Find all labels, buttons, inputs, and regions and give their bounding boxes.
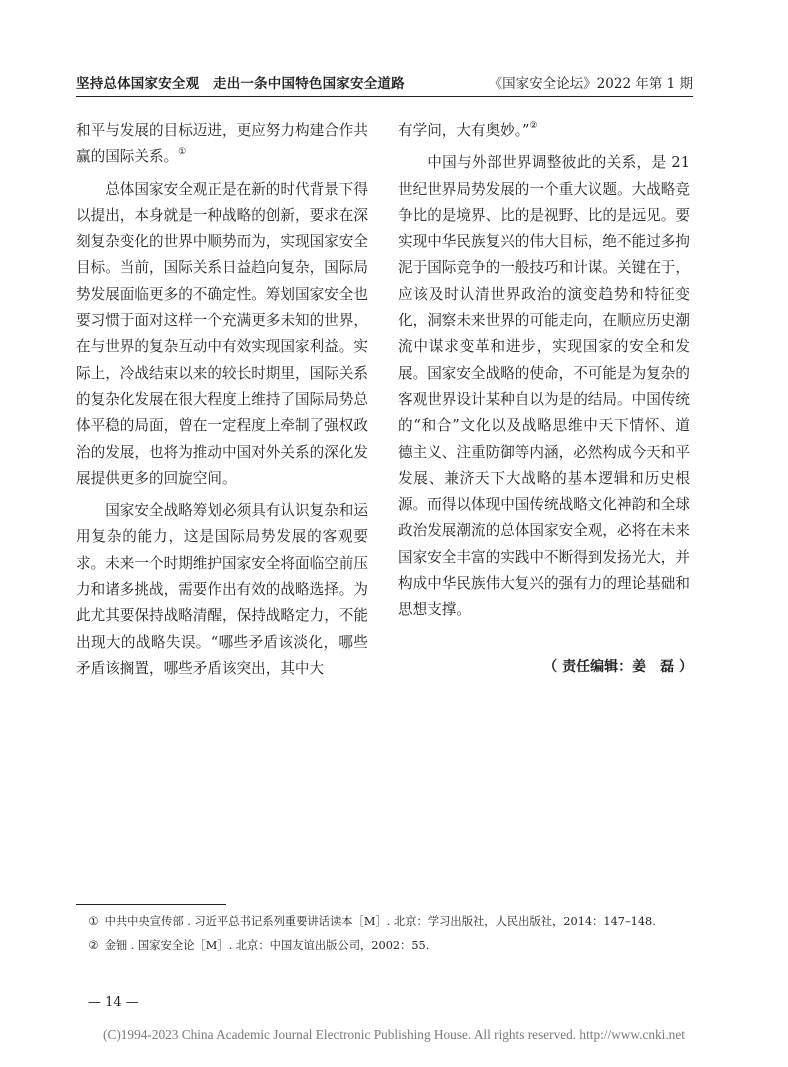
footnote-text: 金钿 . 国家安全论［M］. 北京：中国友谊出版公司，2002：55.	[104, 939, 430, 952]
copyright-notice: (C)1994-2023 China Academic Journal Electronic Publishing House. All rights reserved. http://www.cnki.net	[103, 1027, 685, 1042]
paragraph: 总体国家安全观正是在新的时代背景下得以提出，本身就是一种战略的创新，要求在深刻复杂变化的世界中顺势而为，实现国家安全目标。当前，国际关系日益趋向复杂，国际局势发展面临更多的不确定性。筹划国家安全也要习惯于面对这样一个充满更多未知的世界，在与世界的复杂互动中有效实现国家利益。实际上，冷战结束以来的较长时期里，国际关系的复杂化发展在很大程度上维持了国际局势总体平稳的局面，曾在一定程度上牵制了强权政治的发展，也将为推动中国对外关系的深化发展提供更多的回旋空间。	[76, 180, 368, 487]
footnote	[76, 936, 693, 955]
journal-issue: 《国家安全论坛》2022 年第 1 期	[488, 76, 693, 92]
footnote	[76, 912, 693, 931]
page-number: — 14 —	[88, 995, 139, 1010]
paragraph: 有学问，大有奥妙。”②	[398, 121, 538, 139]
footnotes	[76, 912, 693, 960]
footnote-mark: ②	[88, 939, 99, 952]
right-column	[398, 118, 690, 624]
footnote-rule	[76, 904, 226, 905]
footnote-text: 中共中央宣传部 . 习近平总书记系列重要讲话读本［M］. 北京：学习出版社，人民出版社，2014：147–148.	[104, 915, 656, 928]
header-rule	[76, 96, 693, 97]
paragraph: 和平与发展的目标迈进，更应努力构建合作共赢的国际关系。①	[76, 122, 368, 166]
footnote-ref[interactable]: ①	[178, 147, 187, 158]
paragraph: 国家安全战略筹划必须具有认识复杂和运用复杂的能力，这是国际局势发展的客观要求。未来一个时期维护国家安全将面临空前压力和诸多挑战，需要作出有效的战略选择。为此尤其要保持战略清醒，保持战略定力，不能出现大的战略失误。“哪些矛盾该淡化，哪些矛盾该搁置，哪些矛盾该突出，其中大	[76, 502, 368, 677]
editor-credit: （ 责任编辑：姜 磊 ）	[543, 659, 693, 675]
paragraph: 中国与外部世界调整彼此的关系，是 21 世纪世界局势发展的一个重大议题。大战略竞争比的是境界、比的是视野、比的是远见。要实现中华民族复兴的伟大目标，绝不能过多拘泥于国际竞争的一般技巧和计谋。关键在于，应该及时认清世界政治的演变趋势和特征变化，洞察未来世界的可能走向，在顺应历史潮流中谋求变革和进步，实现国家的安全和发展。国家安全战略的使命，不可能是为复杂的客观世界设计某种自以为是的结局。中国传统的“和合”文化以及战略思维中天下情怀、道德主义、注重防御等内涵，必然构成今天和平发展、兼济天下大战略的基本逻辑和历史根源。而得以体现中国传统战略文化神韵和全球政治发展潮流的总体国家安全观，必将在未来国家安全丰富的实践中不断得到发扬光大，并构成中华民族伟大复兴的强有力的理论基础和思想支撑。	[398, 154, 690, 619]
footnote-ref[interactable]: ②	[529, 121, 538, 131]
running-header	[76, 70, 693, 92]
left-column	[76, 118, 368, 682]
footnote-mark: ①	[88, 915, 99, 928]
running-title: 坚持总体国家安全观 走出一条中国特色国家安全道路	[76, 76, 405, 92]
